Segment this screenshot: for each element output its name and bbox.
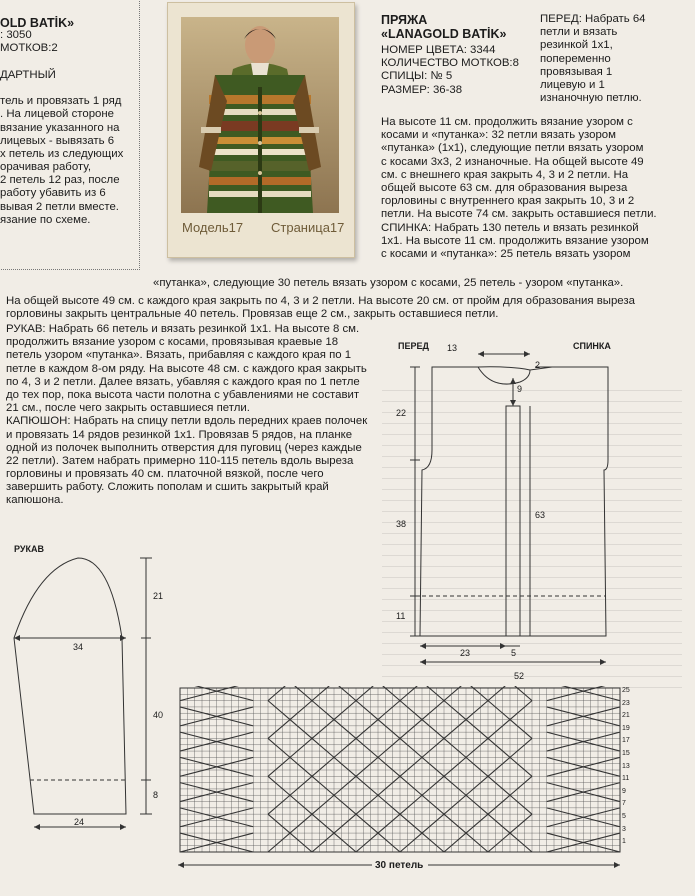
chart-row-number: 23 [622,699,630,707]
left-line: вывая 2 петли вместе. [0,200,119,213]
yarn-title-line: «LANAGOLD BATİK» [381,27,507,41]
left-line: тель и провязать 1 ряд [0,95,122,108]
text-line: лицевую и 1 [540,78,605,91]
sleeve-dim-cap: 21 [153,591,164,601]
left-line: 2 петель 12 раз, после [0,174,120,187]
chart-row-number: 13 [622,762,630,770]
dim-total: 63 [535,510,546,520]
left-line: орачивая работу, [0,161,91,174]
stitch-chart [176,686,626,856]
main-text [6,295,635,321]
photo-card [167,2,355,258]
sleeve-diagram [0,540,170,840]
dim-shoulder: 2 [535,360,541,370]
left-line: х петель из следующих [0,147,124,160]
text-line: см. с внешнего края закрыть 4, 3 и 2 петли. На [381,168,629,181]
text-line: косами и «путанка»: 32 петли вязать узором [381,129,616,142]
text-line: 22 петли). Затем набрать примерно 110-115 петель вдоль выреза [6,454,354,467]
chart-row-number: 11 [622,775,630,783]
sleeve-dim-cuff: 8 [153,790,159,800]
yarn-skeins: КОЛИЧЕСТВО МОТКОВ:8 [381,57,519,70]
text-line: провязывая 1 [540,65,613,78]
text-line: петли. На высоте 74 см. закрыть оставшиеся петли. [381,208,657,221]
sleeve-dim-body: 40 [153,710,164,720]
left-line: : 3050 [0,29,32,42]
sleeve-hood-text [6,323,367,508]
chart-row-number: 3 [622,825,626,833]
text-line: общей высоте 63 см. для образования выреза [381,181,628,194]
left-info-text [0,16,123,227]
back-label: СПИНКА [573,341,611,351]
left-line: ДАРТНЫЙ [0,68,56,81]
left-line [0,82,123,95]
text-line: горловины закрыть центральные 40 петель. Провязав еще 2 см., закрыть оставшиеся петли. [6,308,499,321]
dim-armhole: 22 [396,408,407,418]
text-line: попеременно [540,52,611,65]
chart-row-number: 5 [622,813,626,820]
text-line: с косами и «путанка»: 25 петель вязать узором [381,247,631,260]
chart-row-number: 15 [622,750,630,757]
dim-center: 5 [511,648,517,658]
left-line: вязание указанного на [0,121,120,134]
yarn-needles: СПИЦЫ: № 5 [381,70,453,83]
dim-full: 52 [514,671,525,681]
text-line: «путанка» (1х1), следующие петли вязать узором [381,142,644,155]
chart-caption: 30 петель [375,860,424,871]
model-label: Модель17 [182,220,244,235]
yarn-title [381,13,506,41]
text-line: с косами 3х3, 2 изнаночные. На общей высоте 49 [381,155,644,168]
front-intro-text [540,13,646,105]
text-line: по 4, 3 и 2 петли. Далее вязать, убавляя с каждого края по 1 петле [6,375,360,388]
dim-neck-depth: 9 [517,384,523,394]
left-line: . На лицевой стороне [0,108,114,121]
model-photo [181,17,339,213]
yarn-color: НОМЕР ЦВЕТА: 3344 [381,44,496,56]
chart-row-number: 9 [622,787,626,795]
text-line: РУКАВ: Набрать 66 петель и вязать резинкой 1х1. На высоте 8 см. [6,323,360,335]
chart-row-numbers [622,687,642,857]
yarn-title-line: ПРЯЖА [381,13,428,27]
left-line: работу убавить из 6 [0,187,106,200]
text-line: продолжить вязание узором с косами, провязывая краевые 18 [6,336,339,349]
yarn-size: РАЗМЕР: 36-38 [381,83,463,96]
sleeve-dim-bottom: 24 [74,817,85,827]
text-line: петель узором «путанка». Вязать, прибавляя с каждого края по 1 [6,349,352,362]
dim-neck-width: 13 [447,343,458,353]
chart-row-number: 17 [622,737,630,745]
full-width-line: «путанка», следующие 30 петель вязать узором с косами, 25 петель - узором «путанка». [153,277,624,289]
text-line: и провязать 14 рядов резинкой 1х1. Провязав 5 рядов, на планке [6,428,353,441]
text-line: изнаночную петлю. [540,92,642,105]
chart-row-number: 7 [622,800,626,808]
sleeve-diagram-title: РУКАВ [14,544,44,554]
left-line: язание по схеме. [0,213,91,226]
chart-row-number: 1 [622,838,626,846]
text-line: петли и вязать [540,26,618,39]
text-line: На общей высоте 49 см. с каждого края закрыть по 4, 3 и 2 петли. На высоте 20 см. от пройм для образования выреза [6,295,635,307]
chart-width-arrow [176,858,626,872]
dim-half: 23 [460,648,471,658]
left-line: МОТКОВ:2 [0,42,58,55]
text-line: СПИНКА: Набрать 130 петель и вязать резинкой [381,221,639,234]
text-line: горловины и провязать 40 см. платочной вязкой, после чего [6,468,324,481]
text-line: На высоте 11 см. продолжить вязание узором с [381,116,633,128]
dim-rib: 11 [396,611,406,621]
text-line: до тех пор, пока высота части полотна с убавлениями не составит [6,388,360,401]
text-line: ПЕРЕД: Набрать 64 [540,13,646,25]
text-line: горловины с внутреннего края закрыть 10, 3 и 2 [381,195,635,208]
left-line [0,56,123,69]
text-line: завершить работу. Сложить пополам и сшить закрытый край [6,481,329,494]
text-line: одной из полочек выполнить отверстия для пуговиц (через каждые [6,441,362,454]
text-line: 21 см., после чего закрыть оставшиеся петли. [6,402,250,415]
front-back-diagram [380,340,680,680]
sleeve-dim-width: 34 [73,642,84,652]
front-label: ПЕРЕД [398,341,429,351]
left-line: лицевых - вывязать 6 [0,134,115,147]
page-label: Страница17 [271,220,345,235]
yarn-info [381,44,519,97]
text-line: резинкой 1х1, [540,39,613,52]
text-line: 1х1. На высоте 11 см. продолжить вязание узором [381,234,649,247]
text-line: капюшона. [6,494,64,507]
chart-row-number: 25 [622,687,630,694]
chart-row-number: 21 [622,712,630,720]
dim-side: 38 [396,519,407,529]
left-title: OLD BATİK» [0,16,75,30]
text-line: КАПЮШОН: Набрать на спицу петли вдоль передних краев полочек [6,415,368,428]
chart-row-number: 19 [622,724,630,732]
text-line: петле в каждом 8-ом ряду. На высоте 48 см. с каждого края закрыть [6,362,367,375]
column-text [381,116,657,261]
